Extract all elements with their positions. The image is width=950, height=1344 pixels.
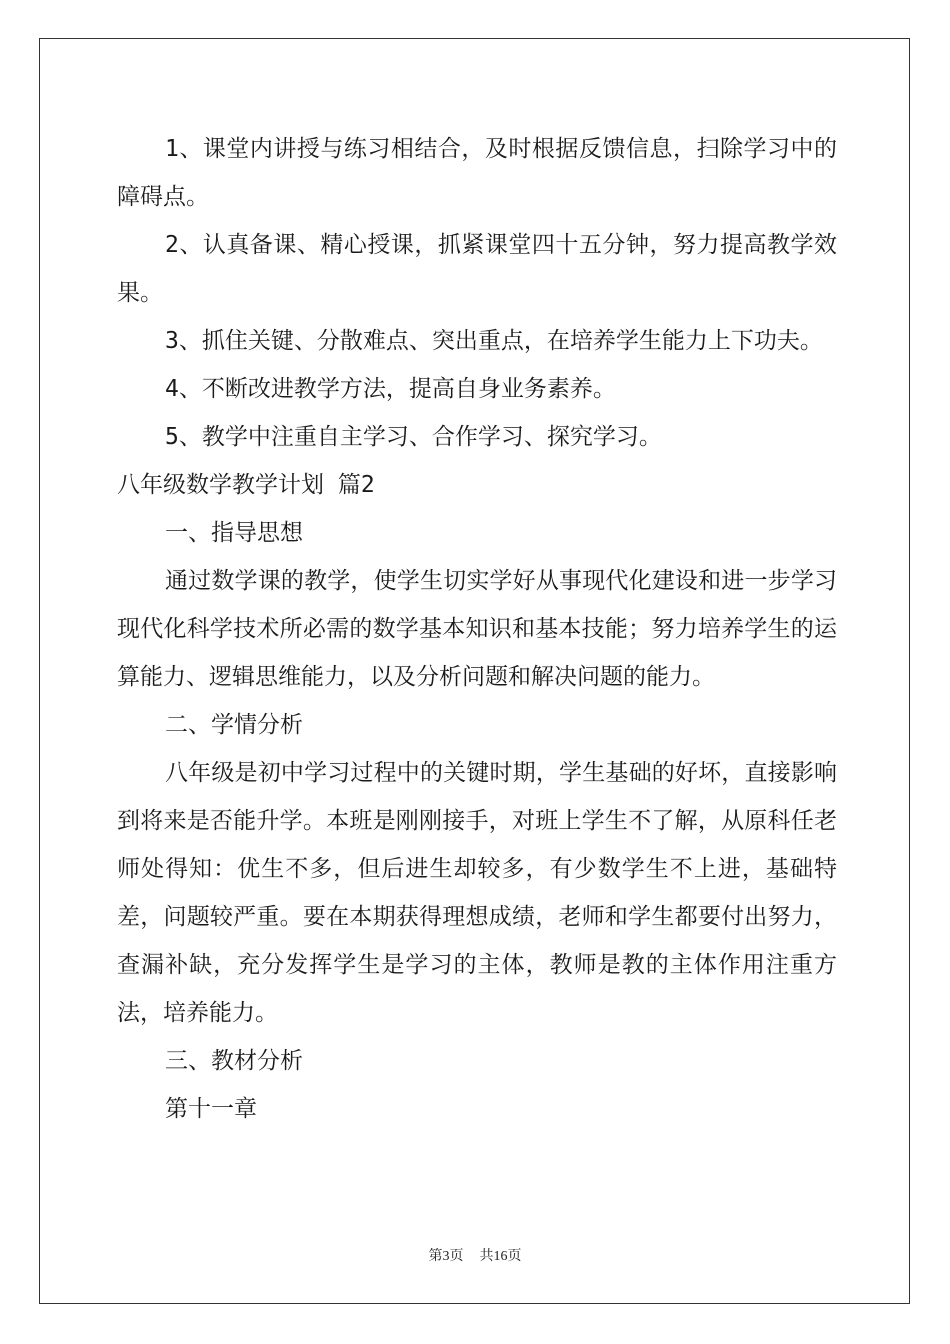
paragraph-guiding-thought: 通过数学课的教学，使学生切实学好从事现代化建设和进一步学习现代化科学技术所必需的数学基本知识和基本技能；努力培养学生的运算能力、逻辑思维能力，以及分析问题和解决问题的能力。 [117,568,837,690]
paragraph-item-1: 1、课堂内讲授与练习相结合，及时根据反馈信息，扫除学习中的障碍点。 [117,136,837,210]
paragraph-item-4: 4、不断改进教学方法，提高自身业务素养。 [165,376,616,402]
paragraph-student-analysis: 八年级是初中学习过程中的关键时期，学生基础的好坏，直接影响到将来是否能升学。本班是刚刚接手，对班上学生不了解，从原科任老师处得知：优生不多，但后进生却较多，有少数学生不上进，基础特差，问题较严重。要在本期获得理想成绩，老师和学生都要付出努力，查漏补缺，充分发挥学生是学习的主体，教师是教的主体作用注重方法，培养能力。 [117,760,837,1026]
heading-student-analysis: 二、学情分析 [165,712,303,738]
paragraph-item-2: 2、认真备课、精心授课，抓紧课堂四十五分钟，努力提高教学效果。 [117,232,837,306]
document-body [117,125,837,1133]
heading-textbook-analysis: 三、教材分析 [165,1048,303,1074]
page-total: 共16页 [479,1249,522,1264]
chapter-label: 第十一章 [165,1096,257,1122]
heading-guiding-thought: 一、指导思想 [165,520,303,546]
paragraph-item-5: 5、教学中注重自主学习、合作学习、探究学习。 [165,424,662,450]
page-number: 第3页 [428,1249,464,1264]
paragraph-item-3: 3、抓住关键、分散难点、突出重点，在培养学生能力上下功夫。 [165,328,823,354]
page-footer [0,1245,950,1265]
section-title: 八年级数学教学计划 篇2 [117,472,375,498]
